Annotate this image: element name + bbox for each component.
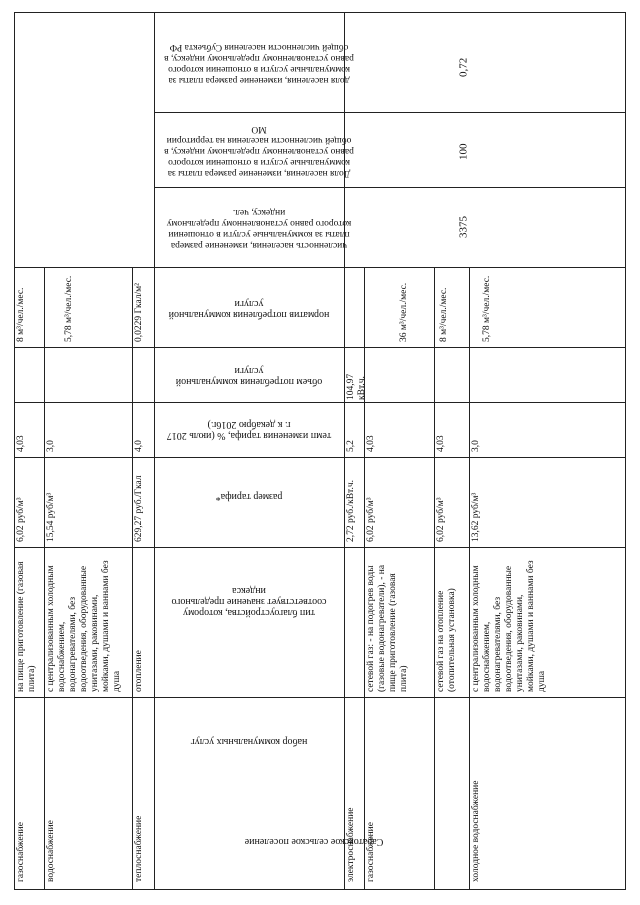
share-rf-value: 0,72 bbox=[457, 57, 470, 77]
top-row-1-change: 4,03 bbox=[16, 435, 26, 452]
bottom-row-4-tariff: 13,62 руб/м³ bbox=[471, 492, 481, 542]
bottom-row-4-norm: 5,78 м³/чел./мес. bbox=[482, 275, 492, 342]
top-row-3-norm: 0,0229 Гкал/м² bbox=[134, 282, 144, 342]
top-row-3-tariff: 629,27 руб./Гкал bbox=[134, 475, 144, 542]
share-mo-value: 100 bbox=[457, 143, 470, 161]
bottom-row-2-change: 4,03 bbox=[366, 435, 376, 452]
top-row-2-type: с централизованным холодным водоснабжением, водонагревателями, без водоотведения, оборудованные унитазами, раковинами, мойками, душами и ваннами без душа bbox=[46, 560, 122, 692]
header-population: численность населения, изменение размера платы за коммунальные услуги в отношении которого равно установленному предельному индексу, чел. bbox=[166, 207, 352, 250]
bottom-row-1-change: 5,2 bbox=[346, 440, 356, 452]
top-row-3-type: отопление bbox=[134, 650, 144, 692]
top-row-2-norm: 5,78 м³/чел./мес. bbox=[64, 275, 74, 342]
header-services-set: набор коммунальных услуг bbox=[190, 736, 308, 748]
bottom-row-3-type: сетевой газ на отопление (отопительная установка) bbox=[436, 588, 457, 692]
bottom-row-4-type: с централизованным холодным водоснабжением, водонагревателями, без водоотведения, оборудованные унитазами, раковинами, мойками, душами и ваннами без душа bbox=[471, 560, 547, 692]
rotated-table bbox=[14, 12, 626, 890]
settlement-name: Саратовское сельское поселение bbox=[244, 836, 384, 848]
header-tariff-change: темп изменения тарифа, % (июль 2017 г. к декабрю 2016г.) bbox=[166, 419, 332, 441]
top-row-1-service: газоснабжение bbox=[16, 822, 26, 882]
header-improvement-type: тип благоустройства, которому соответствует значение предельного индекса bbox=[171, 585, 327, 619]
header-share-mo: Доля населения, изменение размера платы за коммунальные услуги в отношении которого равно установленному предельному индексу, в общей численности населения на территории МО bbox=[164, 124, 354, 179]
top-row-2-change: 3,0 bbox=[46, 440, 56, 452]
top-row-3-change: 4,0 bbox=[134, 440, 144, 452]
bottom-row-4-change: 3,0 bbox=[471, 440, 481, 452]
top-row-1-type: на пище приготовление (газовая плита) bbox=[16, 561, 37, 692]
top-row-1-norm: 8 м³/чел./мес. bbox=[16, 287, 26, 342]
bottom-row-2-service: газоснабжение bbox=[366, 822, 376, 882]
bottom-row-2-norm: 36 м³/чел./мес. bbox=[399, 282, 409, 342]
bottom-row-1-tariff: 2,72 руб./кВт.ч. bbox=[346, 479, 356, 542]
header-share-rf: доля населения, изменение размера платы за коммунальные услуги в отношении которого равно установленному предельному индексу, в общей численности населения Субъекта РФ bbox=[164, 42, 354, 85]
bottom-row-3-change: 4,03 bbox=[436, 435, 446, 452]
bottom-row-1-volume: 104,97 кВт.ч. bbox=[346, 373, 367, 400]
bottom-row-1-service: электроснабжение bbox=[346, 807, 356, 882]
top-row-2-tariff: 15,54 руб/м³ bbox=[46, 492, 56, 542]
header-consumption-norm: норматив потребления коммунальной услуги bbox=[168, 298, 330, 320]
bottom-row-2-type: сетевой газ: - на подогрев воды (газовые водонагреватели), - на пище приготовление (газовая плита) bbox=[366, 564, 409, 692]
bottom-row-3-norm: 8 м³/чел./мес. bbox=[439, 287, 449, 342]
bottom-row-2-tariff: 6,02 руб/м³ bbox=[366, 497, 376, 542]
population-value: 3375 bbox=[457, 216, 470, 238]
header-tariff-size: размер тарифа* bbox=[215, 491, 283, 503]
header-consumption-volume: объем потребления коммунальной услуги bbox=[175, 365, 323, 387]
top-row-3-service: теплоснабжение bbox=[134, 815, 144, 882]
bottom-row-3-tariff: 6,02 руб/м³ bbox=[436, 497, 446, 542]
top-row-1-tariff: 6,02 руб/м³ bbox=[16, 497, 26, 542]
top-row-2-service: водоснабжение bbox=[46, 820, 56, 882]
bottom-row-4-service: холодное водоснабжение bbox=[471, 780, 481, 882]
